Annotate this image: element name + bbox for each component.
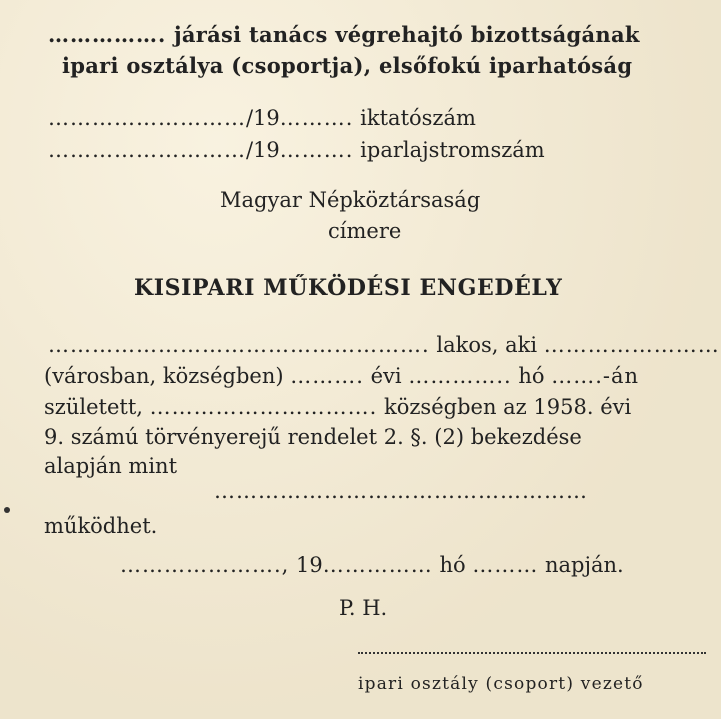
trade-register-number-year: /19 <box>246 138 280 162</box>
body-line-2-place: (városban, községben) <box>44 364 284 388</box>
date-napjan: napján. <box>545 553 624 577</box>
crest-line-1: Magyar Népköztársaság <box>220 188 481 212</box>
trade-register-number-label: iparlajstromszám <box>360 138 545 162</box>
date-dots-3: ……… <box>472 553 539 577</box>
header-line-2 <box>62 53 632 78</box>
header-line-2-text: ipari osztálya (csoportja), elsőfokú iparhatóság <box>62 53 633 78</box>
body-line-1-text: lakos, aki <box>436 333 538 357</box>
date-line <box>120 553 624 577</box>
body-line-2-ho: hó <box>518 364 545 388</box>
body-line-1-dots-2: …………………… <box>543 333 720 357</box>
body-line-5: alapján mint <box>44 454 178 478</box>
registration-number-label: iktatószám <box>360 106 476 130</box>
paper-speck <box>4 507 10 513</box>
signature-line <box>358 652 706 654</box>
document-title: KISIPARI MŰKÖDÉSI ENGEDÉLY <box>134 275 563 301</box>
body-line-6-dots: …………………………………………… <box>214 479 588 503</box>
date-year: 19 <box>296 553 323 577</box>
date-dots-1: …………………., <box>120 553 290 577</box>
body-line-2-evi: évi <box>370 364 402 388</box>
body-line-2-dots-2: ………….. <box>408 364 512 388</box>
header-line-1 <box>48 22 640 47</box>
header-line-1-text: járási tanács végrehajtó bizottságának <box>173 22 640 47</box>
body-line-3 <box>44 395 631 419</box>
body-line-4: 9. számú törvényerejű rendelet 2. §. (2) bekezdése <box>44 425 582 449</box>
body-line-3-born: született, <box>44 395 143 419</box>
registration-number-dots-2: ………. <box>279 106 354 130</box>
body-line-1-dots: ……………………………………………. <box>48 333 430 357</box>
trade-register-number-dots-2: ………. <box>279 138 354 162</box>
signature-label: ipari osztály (csoport) vezető <box>358 674 644 694</box>
date-dots-2: …………… <box>322 553 433 577</box>
body-line-2 <box>44 364 639 388</box>
header-line-1-dots: ……………. <box>48 22 167 47</box>
body-line-2-dots-3: …….-án <box>551 364 640 388</box>
date-ho: hó <box>439 553 466 577</box>
body-line-3-dots: …………………………. <box>149 395 378 419</box>
registration-number-year: /19 <box>246 106 280 130</box>
crest-line-2: címere <box>328 219 402 243</box>
trade-register-number-dots: ……………………… <box>48 138 246 162</box>
body-line-1 <box>48 333 720 357</box>
stamp-place-label: P. H. <box>339 596 388 620</box>
body-line-3-text: községben az 1958. évi <box>384 395 632 419</box>
trade-register-number-row <box>48 138 545 162</box>
body-line-2-dots-1: ………. <box>290 364 364 388</box>
body-line-7: működhet. <box>44 514 158 538</box>
registration-number-dots: ……………………… <box>48 106 246 130</box>
registration-number-row <box>48 106 476 130</box>
